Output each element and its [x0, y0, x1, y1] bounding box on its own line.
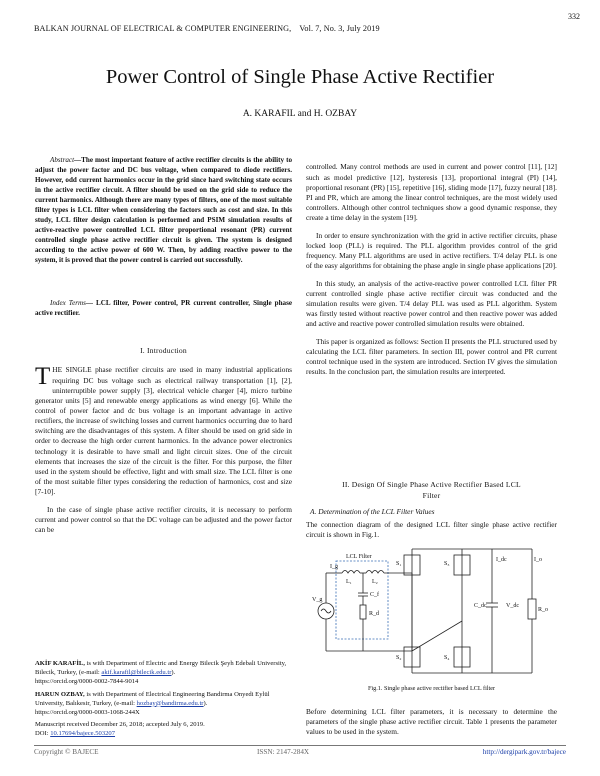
footer-copyright: Copyright © BAJECE: [34, 748, 99, 756]
journal-name: BALKAN JOURNAL OF ELECTRICAL & COMPUTER ENGINEERING,: [34, 24, 292, 33]
label-vg: V_g: [312, 597, 323, 603]
label-cf: C_f: [370, 592, 379, 598]
label-s2: S₂: [396, 655, 402, 661]
right-paragraph-3: In this study, an analysis of the active-reactive power controlled LCL filter PR current controlled single phase active rectifier circuit was conducted and the simulation results were given. T/4 delay PLL was used as PLL algorithm. System was firstly tested without reactive power control and then reactive power was added and active and reactive power controlled simulation results were obtained.: [306, 278, 557, 329]
label-ro: R_o: [538, 607, 549, 613]
drop-cap: T: [35, 363, 51, 391]
label-vdc: V_dc: [506, 603, 519, 609]
label-l2: L₂: [372, 579, 378, 585]
right-paragraph-4: This paper is organized as follows: Section II presents the PLL structured used by calculating the LCL filter parameters. In section III, power control and PR current control technique used in the system are introduced. Section IV gives the simulation results. In the conclusion part, the simulation results are interpreted.: [306, 336, 557, 377]
footer-issn: ISSN: 2147-284X: [257, 748, 310, 756]
label-s4: S₄: [444, 655, 450, 661]
figure-caption: Fig.1. Single phase active rectifier based LCL filter: [367, 685, 496, 692]
abstract: [35, 155, 292, 265]
index-terms-label: Index Terms: [50, 299, 86, 307]
load-resistor: [528, 599, 536, 619]
fn2-orcid: https://orcid.org/0000-0003-1068-244X: [35, 708, 140, 716]
label-s1: S₁: [396, 561, 402, 567]
right-paragraph-2: In order to ensure synchronization with the grid in active rectifier circuits, phase locked loop (PLL) is required. The PLL algorithm provides control of the grid frequency. Many PLL algorithms are used in active rectifiers. T/4 delay PLL is one of the easy algorithms for obtaining the phase angle in single phase applications [20].: [306, 230, 557, 271]
fn1-name: AKİF KARAFİL,: [35, 660, 85, 667]
abstract-text: —The most important feature of active rectifier circuits is the ability to adjust the power factor and DC bus voltage, when compared to diode rectifiers. However, odd current harmonics occur in the grid since hard switching state occurs in the active rectifier circuit. A filter should be used on the grid side to reduce the current harmonics. Although there are many types of filters, one of the most suitable filter types is LCL filter when considering the factors such as cost and size. In this study, LCL filter design calculation is performed and PSIM simulation results of active-reactive power controlled LCL filter proportional resonant (PR) current controlled single phase active rectifier circuit is given. The system is designed according to the active power of 600 W. Then, by adding reactive power to the system, it is proved that the power control is carried out successfully.: [35, 156, 292, 264]
label-io: I_o: [534, 557, 542, 563]
fn1-email-link[interactable]: akif.karafil@bilecik.edu.tr: [101, 668, 172, 676]
label-lcl-filter: LCL Filter: [346, 554, 372, 560]
page-number: 332: [568, 12, 580, 21]
footer-url-link[interactable]: http://dergipark.gov.tr/bajece: [482, 748, 566, 756]
inductor-l2: [366, 571, 384, 574]
fn-doi: [35, 730, 292, 739]
right-column-text: [306, 155, 557, 385]
footnote-author-1: [35, 660, 292, 687]
doi-link[interactable]: 10.17694/bajece.503207: [50, 730, 116, 738]
abstract-label: Abstract: [50, 156, 75, 164]
right-paragraph-5: The connection diagram of the designed LCL filter single phase active rectifier circuit is shown in Fig.1.: [306, 520, 557, 540]
circuit-diagram: [312, 543, 552, 679]
subsection-a-heading: A. Determination of the LCL Filter Values: [310, 507, 435, 516]
intro-paragraph-1: HE SINGLE phase rectifier circuits are used in many industrial applications requiring DC bus voltage such as electrical railway transportation [1], [2], uninterruptible power supply [3], electrical vehicle charger [4], micro turbine generator units [5] and renewable energy applications as wind energy [6]. While the control of power factor and dc bus voltage is an important advantage in active rectifiers, the increase of switching losses and current harmonics occurring due to hard switching are the disadvantages of this system. A filter should be used on grid side in order to decrease the high order current harmonics. In the advance power electronics technology it is desirable to have small and light circuit sizes. One of the circuit elements that increases the size of the circuit is the filter. For this purpose, the filter used in the system should be effective, light and with small size. The LCL filter is one of the most suitable filter types considering the reduction of harmonics, cost and size [7-10].: [35, 365, 292, 497]
fn1-affiliation: is with Department of Electric and Energy Bilecik Şeyh Edebali University, Bilecik, Turkey, (e-mail:: [35, 660, 287, 676]
inductor-l1: [342, 571, 360, 574]
section-2-heading: [306, 479, 557, 501]
footer-divider: [34, 745, 566, 746]
journal-header: [34, 24, 380, 33]
fn2-name: HARUN OZBAY,: [35, 690, 85, 698]
footnote-author-2: [35, 691, 292, 718]
volume-info: Vol. 7, No. 3, July 2019: [299, 24, 380, 33]
label-cdc: C_dc: [474, 603, 487, 609]
section-2-heading-line-2: Filter: [422, 491, 441, 500]
intro-paragraph-2: In the case of single phase active rectifier circuits, it is necessary to perform current and power control so that the DC voltage can be adjusted and the power factor can be: [35, 504, 292, 535]
paper-authors: A. KARAFIL and H. OZBAY: [242, 109, 358, 119]
section-1-heading: I. Introduction: [140, 346, 187, 355]
damping-resistor: [360, 605, 366, 619]
label-rd: R_d: [369, 611, 380, 617]
doi-label: DOI:: [35, 730, 51, 738]
sine-icon: [321, 609, 331, 613]
fn2-email-link[interactable]: hozbay@bandirma.edu.tr: [136, 699, 204, 707]
label-ig: I_g: [330, 564, 338, 570]
fn2-end: ).: [203, 699, 208, 707]
index-terms-text: — LCL filter, Power control, PR current controller, Single phase active rectifier.: [35, 299, 292, 317]
index-terms: [35, 298, 292, 318]
fn2-affiliation: is with Department of Electrical Engineering Bandirma Onyedi Eylül University, Balıkesir, Turkey, (e-mail:: [35, 690, 270, 707]
fn-received: Manuscript received December 26, 2018; accepted July 6, 2019.: [35, 721, 205, 729]
introduction-text: [35, 358, 292, 543]
fn1-orcid: https://orcid.org/0000-0002-7844-9014: [35, 677, 139, 685]
section-2-heading-line-1: II. Design Of Single Phase Active Rectifier Based LCL: [342, 480, 521, 489]
right-paragraph-6: Before determining LCL filter parameters, it is necessary to determine the parameters of the single phase active rectifier circuit. Table 1 presents the parameter values to be used in the system.: [306, 707, 557, 737]
label-l1: L₁: [346, 579, 352, 585]
label-idc: I_dc: [496, 557, 507, 563]
right-paragraph-1: controlled. Many control methods are used in current and power control [11], [12] such as model predictive [12], hysteresis [13], proportional integral (PI) [14], proportional resonant (PR) [15], repetitive [16], sliding mode [17], fuzzy neural [18]. PI and PR, which are among the linear control techniques, are the most widely used controllers. Although other control techniques show a good dynamic response, they create a time delay in the system [19].: [306, 162, 557, 223]
fn1-end: ).: [171, 668, 176, 676]
paper-title: Power Control of Single Phase Active Rectifier: [105, 66, 495, 88]
label-s3: S₃: [444, 561, 450, 567]
footnotes: [35, 660, 292, 739]
